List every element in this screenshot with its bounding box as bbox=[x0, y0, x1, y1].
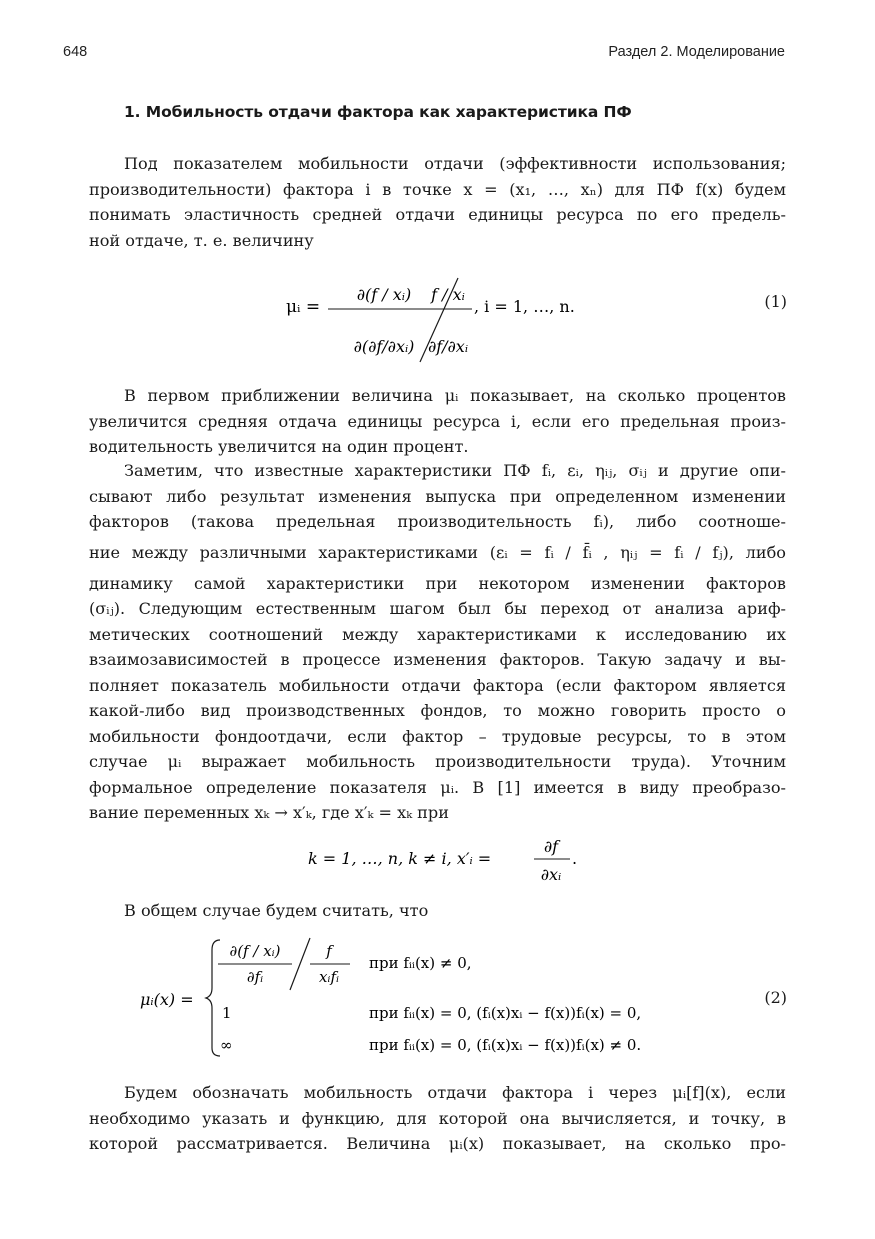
eq-transform-tail: . bbox=[572, 849, 578, 868]
paragraph-1 bbox=[89, 151, 786, 253]
section-title: 1. Мобильность отдачи фактора как характеристика ПФ bbox=[124, 103, 632, 121]
eq-transform-num: ∂f bbox=[543, 837, 559, 856]
eq1-num-left: ∂(f / xᵢ) bbox=[356, 285, 412, 304]
eq1-tail: , i = 1, …, n. bbox=[474, 297, 575, 316]
text-line: взаимозависимостей в процессе изменения факторов. Такую задачу и вы- bbox=[89, 650, 786, 669]
text-line: В первом приближении величина μᵢ показывает, на сколько процентов bbox=[124, 386, 786, 405]
text-line: мобильности фондоотдачи, если фактор – трудовые ресурсы, то в этом bbox=[89, 726, 786, 746]
paragraph-4 bbox=[89, 898, 786, 924]
eq2-case1-num-left: ∂(f / xᵢ) bbox=[229, 942, 281, 960]
paragraph-3 bbox=[89, 458, 786, 826]
text-line: (σᵢⱼ). Следующим естественным шагом был бы переход от анализа ариф- bbox=[89, 599, 786, 618]
text-line: факторов (такова предельная производительность fᵢ), либо соотноше- bbox=[89, 512, 786, 531]
equation-2 bbox=[140, 930, 750, 1065]
eq1-lhs: μᵢ = bbox=[286, 297, 321, 317]
division-slash bbox=[290, 938, 310, 990]
text-line: В общем случае будем считать, что bbox=[124, 901, 429, 920]
text-line: которой рассматривается. Величина μᵢ(x) показывает, на сколько про- bbox=[89, 1134, 786, 1153]
text-line: Будем обозначать мобильность отдачи фактора i через μᵢ[f](x), если bbox=[124, 1083, 786, 1102]
text-line: ной отдаче, т. е. величину bbox=[89, 230, 314, 250]
text-line: сывают либо результат изменения выпуска при определенном изменении bbox=[89, 486, 786, 506]
brace bbox=[206, 940, 220, 1056]
eq2-case1-den-left: ∂fᵢ bbox=[246, 968, 264, 986]
text-line: вание переменных xₖ → x′ₖ, где x′ₖ = xₖ при bbox=[89, 803, 449, 822]
eq2-case1-den-right: xᵢfᵢ bbox=[318, 968, 340, 986]
eq1-den-left: ∂(∂f/∂xᵢ) bbox=[353, 337, 415, 356]
equation-transform bbox=[308, 832, 598, 892]
eq-transform-den: ∂xᵢ bbox=[540, 865, 562, 884]
text-line: Заметим, что известные характеристики ПФ fᵢ, εᵢ, ηᵢⱼ, σᵢⱼ и другие опи- bbox=[124, 461, 786, 480]
eq2-case3-cond: при fᵢᵢ(x) = 0, (fᵢ(x)xᵢ − f(x))fᵢ(x) ≠ 0. bbox=[369, 1036, 642, 1054]
eq2-case2-cond: при fᵢᵢ(x) = 0, (fᵢ(x)xᵢ − f(x))fᵢ(x) = 0, bbox=[369, 1004, 642, 1022]
eq2-lhs: μᵢ(x) = bbox=[140, 990, 194, 1009]
equation-1 bbox=[280, 272, 610, 367]
text-line: формальное определение показателя μᵢ. В [1] имеется в виду преобразо- bbox=[89, 777, 786, 797]
page-number: 648 bbox=[63, 44, 88, 60]
eq-transform-text: k = 1, …, n, k ≠ i, x′ᵢ = bbox=[308, 849, 492, 868]
text-line: метических соотношений между характеристиками к исследованию их bbox=[89, 624, 786, 644]
text-line: случае μᵢ выражает мобильность производительности труда). Уточним bbox=[89, 752, 786, 771]
paragraph-5 bbox=[89, 1080, 786, 1157]
paragraph-2 bbox=[89, 383, 786, 460]
text-line: понимать эластичность средней отдачи единицы ресурса по его предель- bbox=[89, 205, 786, 224]
equation-number: (2) bbox=[764, 988, 787, 1007]
text-line: необходимо указать и функцию, для которой она вычисляется, и точку, в bbox=[89, 1108, 786, 1128]
eq2-case2-val: 1 bbox=[222, 1004, 232, 1022]
running-header: Раздел 2. Моделирование bbox=[608, 44, 785, 60]
text-line: водительность увеличится на один процент. bbox=[89, 437, 469, 456]
text-line: увеличится средняя отдача единицы ресурса i, если его предельная произ- bbox=[89, 411, 786, 431]
text-line: динамику самой характеристики при некотором изменении факторов bbox=[89, 573, 786, 593]
text-line: ние между различными характеристиками (εᵢ = fᵢ / f̄ᵢ , ηᵢⱼ = fᵢ / fⱼ), либо bbox=[89, 542, 786, 562]
text-line: полняет показатель мобильности отдачи фактора (если фактором является bbox=[89, 675, 786, 695]
eq2-case3-val: ∞ bbox=[220, 1036, 233, 1054]
eq1-den-right: ∂f/∂xᵢ bbox=[427, 337, 469, 356]
text-line: производительности) фактора i в точке x = (x₁, …, xₙ) для ПФ f(x) будем bbox=[89, 179, 786, 199]
text-line: Под показателем мобильности отдачи (эффективности использования; bbox=[124, 154, 786, 173]
eq1-num-right: f / xᵢ bbox=[431, 285, 465, 304]
text-line: какой-либо вид производственных фондов, то можно говорить просто о bbox=[89, 701, 786, 720]
eq2-case1-cond: при fᵢᵢ(x) ≠ 0, bbox=[369, 954, 472, 972]
equation-number: (1) bbox=[764, 292, 787, 311]
eq2-case1-num-right: f bbox=[326, 942, 332, 960]
